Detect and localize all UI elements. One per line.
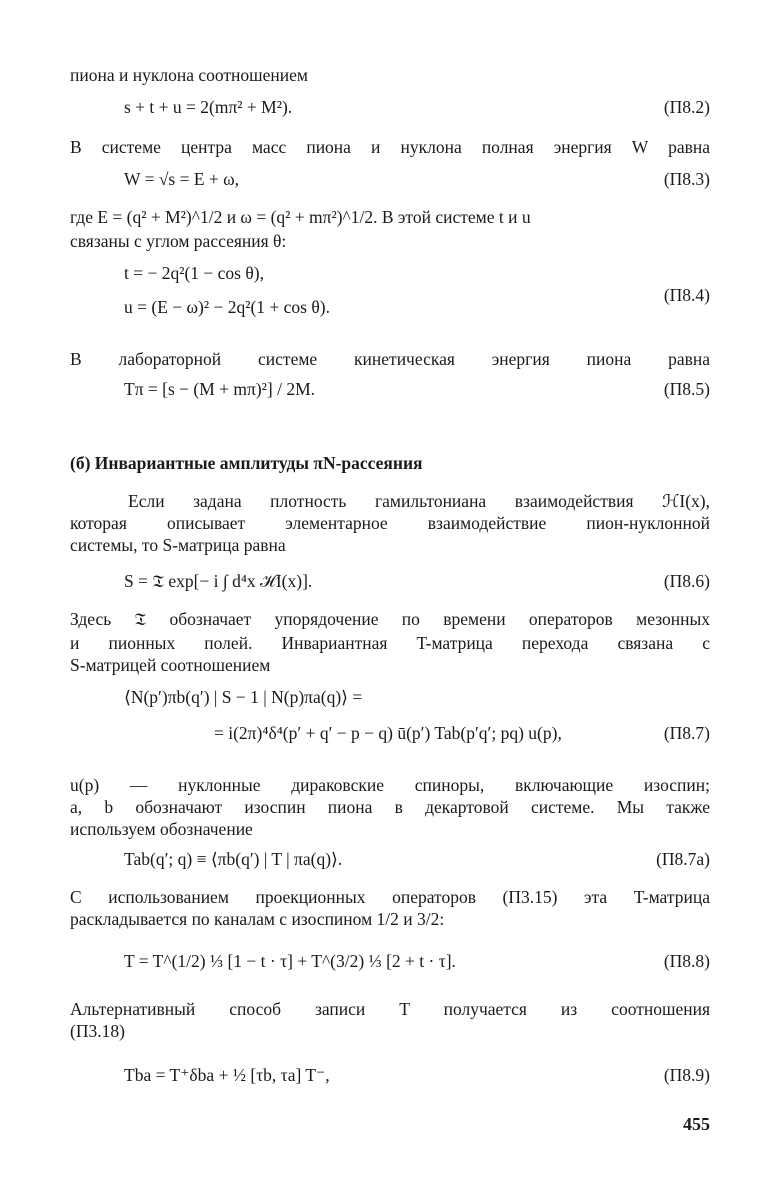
equation-number: (П8.6)	[663, 571, 710, 591]
text-line: С использованием проекционных операторов (П3.15) эта T-матрица	[70, 887, 710, 907]
text-line: где E = (q² + M²)^1/2 и ω = (q² + mπ²)^1/2. В этой системе t и u	[70, 207, 531, 227]
text-line: В лабораторной системе кинетическая энергия пиона равна	[70, 349, 710, 369]
equation-p8-6: S = 𝔗 exp[− i ∫ d⁴x ℋI(x)].	[124, 571, 313, 591]
equation-p8-5: Tπ = [s − (M + mπ)²] / 2M.	[124, 379, 316, 399]
text-line: В системе центра масс пиона и нуклона полная энергия W равна	[70, 137, 710, 157]
text-line: a, b обозначают изоспин пиона в декартовой системе. Мы также	[70, 797, 710, 817]
equation-number: (П8.9)	[663, 1065, 710, 1085]
text-line: которая описывает элементарное взаимодействие пион-нуклонной	[70, 513, 710, 533]
equation-number: (П8.5)	[663, 379, 710, 399]
equation-number: (П8.4)	[663, 285, 710, 305]
text-line: Альтернативный способ записи T получается из соотношения	[70, 999, 710, 1019]
text-line: (П3.18)	[70, 1021, 125, 1041]
equation-p8-7-rhs: = i(2π)⁴δ⁴(p′ + q′ − p − q) ū(p′) Tab(p′q′; pq) u(p),	[214, 723, 562, 743]
equation-p8-9: Tba = T⁺δba + ½ [τb, τa] T⁻,	[124, 1065, 330, 1085]
text-line: Здесь 𝔗 обозначает упорядочение по времени операторов мезонных	[70, 609, 710, 629]
equation-number: (П8.8)	[663, 951, 710, 971]
section-heading: (б) Инвариантные амплитуды πN-рассеяния	[70, 453, 423, 473]
text-line: u(p) — нуклонные дираковские спиноры, включающие изоспин;	[70, 775, 710, 795]
text-line: Если задана плотность гамильтониана взаимодействия ℋI(x),	[128, 491, 710, 511]
equation-number: (П8.2)	[663, 97, 710, 117]
equation-p8-4-t: t = − 2q²(1 − cos θ),	[124, 263, 264, 283]
text-line: S-матрицей соотношением	[70, 655, 271, 675]
page-number: 455	[683, 1114, 710, 1134]
equation-number: (П8.7)	[663, 723, 710, 743]
text-line: и пионных полей. Инвариантная T-матрица перехода связана с	[70, 633, 710, 653]
equation-number: (П8.7a)	[656, 849, 710, 869]
text-line: раскладывается по каналам с изоспином 1/2 и 3/2:	[70, 909, 445, 929]
equation-p8-2: s + t + u = 2(mπ² + M²).	[124, 97, 293, 117]
equation-p8-7-lhs: ⟨N(p′)πb(q′) | S − 1 | N(p)πa(q)⟩ =	[124, 687, 363, 707]
equation-p8-3: W = √s = E + ω,	[124, 169, 240, 189]
equation-p8-4-u: u = (E − ω)² − 2q²(1 + cos θ).	[124, 297, 330, 317]
text-line: пиона и нуклона соотношением	[70, 65, 308, 85]
text-line: используем обозначение	[70, 819, 253, 839]
equation-p8-7a: Tab(q′; q) ≡ ⟨πb(q′) | T | πa(q)⟩.	[124, 849, 343, 869]
equation-number: (П8.3)	[663, 169, 710, 189]
text-line: связаны с углом рассеяния θ:	[70, 231, 287, 251]
equation-p8-8: T = T^(1/2) ⅓ [1 − t · τ] + T^(3/2) ⅓ [2 + t · τ].	[124, 951, 456, 971]
text-line: системы, то S-матрица равна	[70, 535, 286, 555]
